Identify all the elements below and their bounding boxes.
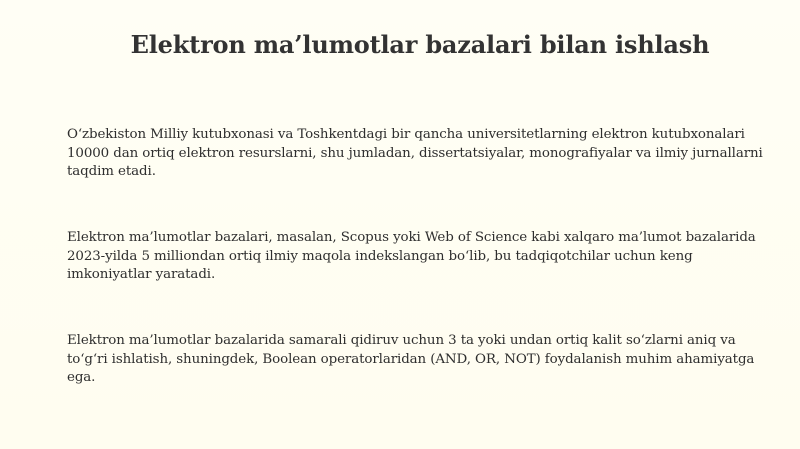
paragraph-databases: Elektron ma’lumotlar bazalari, masalan, Scopus yoki Web of Science kabi xalqaro ma’lumot bazalarida 2023-yilda 5 milliondan ortiq ilmiy maqola indekslangan bo‘lib, bu tadqiqotchilar uchun keng imkoniyatlar yaratadi. [67, 230, 756, 282]
slide-title: Elektron ma’lumotlar bazalari bilan ishlash [130, 30, 710, 59]
paragraph-libraries: O‘zbekiston Milliy kutubxonasi va Toshkentdagi bir qancha universitetlarning elektron kutubxonalari 10000 dan ortiq elektron resurslarni, shu jumladan, dissertatsiyalar, monografiyalar va ilmiy jurnallarni taqdim etadi. [67, 127, 763, 179]
paragraph-search-tips: Elektron ma’lumotlar bazalarida samarali qidiruv uchun 3 ta yoki undan ortiq kalit so‘zlarni aniq va to‘g‘ri ishlatish, shuningdek, Boolean operatorlaridan (AND, OR, NOT) foydalanish muhim ahamiyatga ega. [67, 333, 755, 385]
